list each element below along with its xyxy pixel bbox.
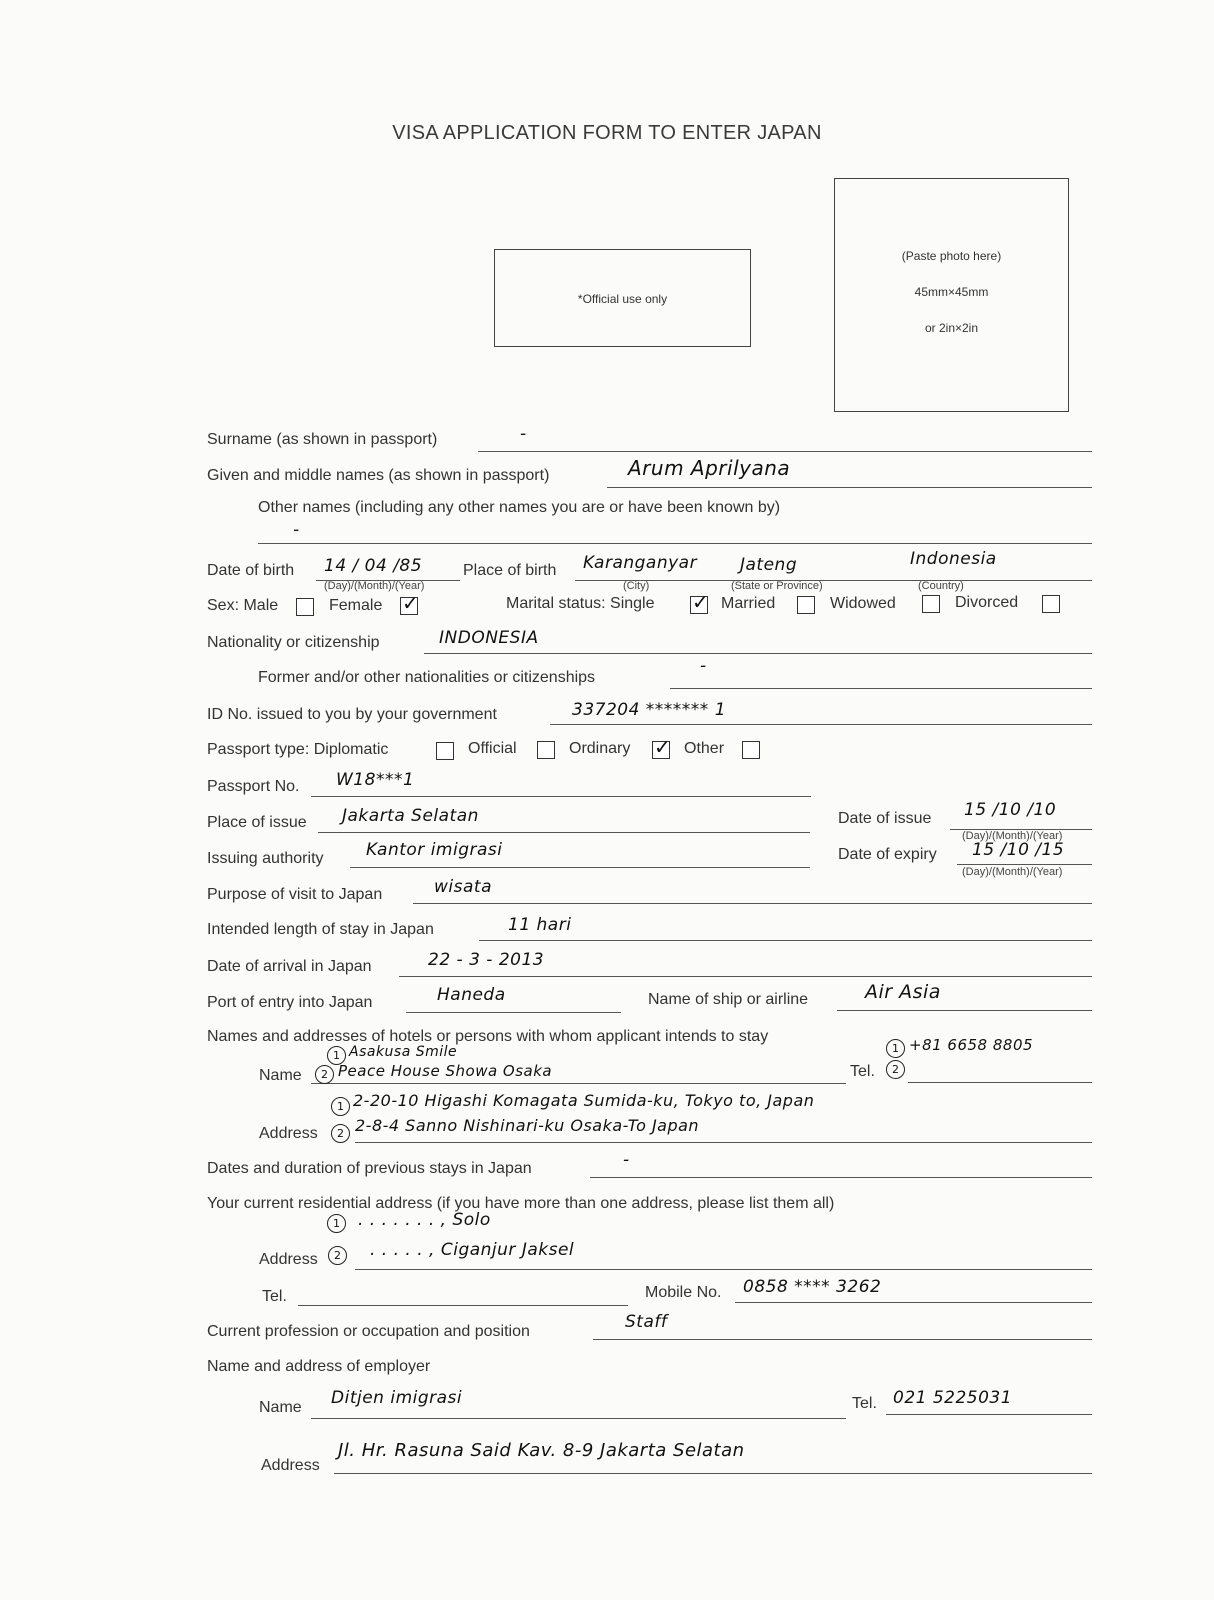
issuing-authority-field[interactable]: Kantor imigrasi	[366, 840, 503, 860]
official-use-label: *Official use only	[577, 292, 668, 306]
port-label: Port of entry into Japan	[207, 994, 373, 1011]
diplomatic-checkbox[interactable]	[436, 742, 454, 760]
passport-type-label: Passport type: Diplomatic	[207, 741, 389, 758]
hotel1-name-field[interactable]: Asakusa Smile	[349, 1044, 458, 1060]
arrival-field[interactable]: 22 - 3 - 2013	[428, 950, 545, 970]
place-issue-field[interactable]: Jakarta Selatan	[342, 806, 479, 826]
photo-size-in: or 2in×2in	[924, 321, 979, 335]
mobile-label: Mobile No.	[645, 1284, 722, 1301]
divorced-checkbox[interactable]	[1042, 595, 1060, 613]
res-tel-line	[298, 1305, 628, 1306]
employer-address-label: Address	[261, 1457, 320, 1474]
official-use-box	[494, 249, 751, 347]
prev-stays-field[interactable]: -	[623, 1150, 630, 1170]
length-stay-field[interactable]: 11 hari	[508, 915, 572, 935]
hotel2-number-circle: 2	[315, 1065, 334, 1084]
profession-field[interactable]: Staff	[625, 1312, 668, 1332]
residential-label: Your current residential address (if you have more than one address, please list them all)	[207, 1195, 835, 1212]
state-hint: (State or Province)	[731, 580, 823, 592]
issuing-authority-line	[350, 867, 810, 868]
former-nationalities-label: Former and/or other nationalities or citizenships	[258, 669, 596, 686]
official-checkbox[interactable]	[537, 741, 555, 759]
other-checkbox[interactable]	[742, 741, 760, 759]
date-expiry-hint: (Day)/(Month)/(Year)	[962, 866, 1063, 878]
photo-size-mm: 45mm×45mm	[914, 285, 989, 299]
passport-no-label: Passport No.	[207, 778, 300, 795]
employer-tel-line	[886, 1414, 1092, 1415]
airline-field[interactable]: Air Asia	[865, 981, 941, 1003]
hotel1-tel-field[interactable]: +81 6658 8805	[909, 1036, 1034, 1054]
widowed-checkbox[interactable]	[922, 595, 940, 613]
hotel-name-line	[311, 1083, 846, 1084]
id-no-field[interactable]: 337204 ******* 1	[572, 700, 727, 720]
hotel-name-label: Name	[259, 1067, 302, 1084]
hotel2-address-circle: 2	[331, 1124, 350, 1143]
nationality-line	[424, 653, 1092, 654]
form-title: VISA APPLICATION FORM TO ENTER JAPAN	[392, 122, 822, 144]
date-issue-hint: (Day)/(Month)/(Year)	[962, 830, 1063, 842]
surname-field[interactable]: -	[520, 424, 527, 444]
single-check-mark: ✓	[692, 590, 709, 614]
photo-box	[834, 178, 1069, 412]
hotels-label: Names and addresses of hotels or persons with whom applicant intends to stay	[207, 1028, 769, 1045]
prev-stays-label: Dates and duration of previous stays in Japan	[207, 1160, 532, 1177]
nationality-field[interactable]: INDONESIA	[439, 628, 539, 648]
married-checkbox[interactable]	[797, 596, 815, 614]
arrival-line	[399, 976, 1092, 977]
marital-label: Marital status: Single	[506, 595, 655, 612]
arrival-label: Date of arrival in Japan	[207, 958, 372, 975]
hotel-tel-line	[908, 1082, 1092, 1083]
hotel1-address-field[interactable]: 2-20-10 Higashi Komagata Sumida-ku, Tokyo to, Japan	[353, 1091, 815, 1110]
given-names-line	[607, 487, 1092, 488]
married-label: Married	[721, 595, 776, 612]
dob-label: Date of birth	[207, 562, 295, 579]
length-stay-label: Intended length of stay in Japan	[207, 921, 434, 938]
photo-paste-label: (Paste photo here)	[901, 249, 1002, 263]
pob-line	[575, 580, 1092, 581]
surname-label: Surname (as shown in passport)	[207, 431, 438, 448]
hotel-address-label: Address	[259, 1125, 318, 1142]
employer-address-field[interactable]: Jl. Hr. Rasuna Said Kav. 8-9 Jakarta Selatan	[338, 1440, 745, 1461]
hotel2-address-field[interactable]: 2-8-4 Sanno Nishinari-ku Osaka-To Japan	[355, 1116, 700, 1135]
employer-name-line	[311, 1418, 846, 1419]
place-issue-line	[318, 832, 810, 833]
employer-address-line	[334, 1473, 1092, 1474]
hotel1-tel-circle: 1	[886, 1039, 905, 1058]
res-address-line	[355, 1269, 1092, 1270]
single-checkbox[interactable]	[690, 590, 709, 614]
hotel2-name-field[interactable]: Peace House Showa Osaka	[338, 1062, 553, 1080]
official-label: Official	[468, 740, 517, 757]
passport-no-line	[311, 796, 811, 797]
airline-label: Name of ship or airline	[648, 991, 809, 1008]
profession-label: Current profession or occupation and position	[207, 1323, 530, 1340]
hotel-tel-label: Tel.	[850, 1063, 875, 1080]
id-no-label: ID No. issued to you by your government	[207, 706, 497, 723]
port-field[interactable]: Haneda	[437, 985, 506, 1005]
purpose-label: Purpose of visit to Japan	[207, 886, 383, 903]
purpose-field[interactable]: wisata	[434, 877, 492, 897]
res-tel-label: Tel.	[262, 1288, 287, 1305]
hotel2-tel-circle: 2	[886, 1060, 905, 1079]
id-no-line	[550, 724, 1092, 725]
mobile-field[interactable]: 0858 **** 3262	[743, 1277, 882, 1297]
employer-tel-field[interactable]: 021 5225031	[893, 1388, 1013, 1408]
date-expiry-field[interactable]: 15 /10 /15	[972, 840, 1065, 860]
hotel1-address-circle: 1	[331, 1097, 350, 1116]
purpose-line	[413, 903, 1092, 904]
pob-country-field[interactable]: Indonesia	[910, 549, 997, 569]
other-names-label: Other names (including any other names you are or have been known by)	[258, 499, 781, 516]
mobile-line	[735, 1302, 1092, 1303]
date-issue-field[interactable]: 15 /10 /10	[964, 800, 1057, 820]
other-names-field[interactable]: -	[293, 520, 300, 540]
sex-female-checkbox[interactable]	[400, 591, 419, 615]
dob-field[interactable]: 14 / 04 /85	[324, 556, 423, 576]
female-label: Female	[329, 597, 383, 614]
nationality-label: Nationality or citizenship	[207, 634, 380, 651]
res1-circle: 1	[327, 1214, 346, 1233]
given-names-field[interactable]: Arum Aprilyana	[628, 456, 791, 480]
hotel-address-line	[355, 1142, 1092, 1143]
profession-line	[593, 1339, 1092, 1340]
hotel1-number-circle: 1	[327, 1046, 346, 1065]
passport-no-field[interactable]: W18***1	[336, 770, 415, 790]
former-nationalities-field[interactable]: -	[700, 656, 707, 676]
res2-circle: 2	[328, 1246, 347, 1265]
pob-state-field[interactable]: Jateng	[740, 555, 798, 575]
country-hint: (Country)	[918, 580, 964, 592]
date-expiry-label: Date of expiry	[838, 846, 937, 863]
sex-male-checkbox[interactable]	[296, 598, 314, 616]
airline-line	[837, 1010, 1092, 1011]
res2-field[interactable]: . . . . . , Ciganjur Jaksel	[370, 1240, 575, 1260]
employer-name-field[interactable]: Ditjen imigrasi	[331, 1388, 463, 1408]
other-label: Other	[684, 740, 725, 757]
employer-tel-label: Tel.	[852, 1395, 877, 1412]
res-address-label: Address	[259, 1251, 318, 1268]
pob-city-field[interactable]: Karanganyar	[583, 553, 698, 573]
female-check-mark: ✓	[402, 591, 419, 615]
place-issue-label: Place of issue	[207, 814, 307, 831]
ordinary-check-mark: ✓	[654, 735, 671, 759]
prev-stays-line	[590, 1177, 1092, 1178]
other-names-line	[258, 543, 1092, 544]
res1-field[interactable]: . . . . . . . , Solo	[358, 1210, 491, 1230]
given-names-label: Given and middle names (as shown in passport)	[207, 467, 550, 484]
widowed-label: Widowed	[830, 595, 896, 612]
date-expiry-line	[957, 864, 1092, 865]
dob-format-hint: (Day)/(Month)/(Year)	[324, 580, 425, 592]
employer-label: Name and address of employer	[207, 1358, 431, 1375]
surname-line	[478, 451, 1092, 452]
ordinary-checkbox[interactable]	[652, 735, 671, 759]
city-hint: (City)	[623, 580, 650, 592]
issuing-authority-label: Issuing authority	[207, 850, 324, 867]
pob-label: Place of birth	[463, 562, 557, 579]
former-nationalities-line	[670, 688, 1092, 689]
port-line	[406, 1012, 621, 1013]
ordinary-label: Ordinary	[569, 740, 631, 757]
date-issue-label: Date of issue	[838, 810, 932, 827]
divorced-label: Divorced	[955, 594, 1019, 611]
length-stay-line	[479, 940, 1092, 941]
sex-label: Sex: Male	[207, 597, 279, 614]
employer-name-label: Name	[259, 1399, 302, 1416]
